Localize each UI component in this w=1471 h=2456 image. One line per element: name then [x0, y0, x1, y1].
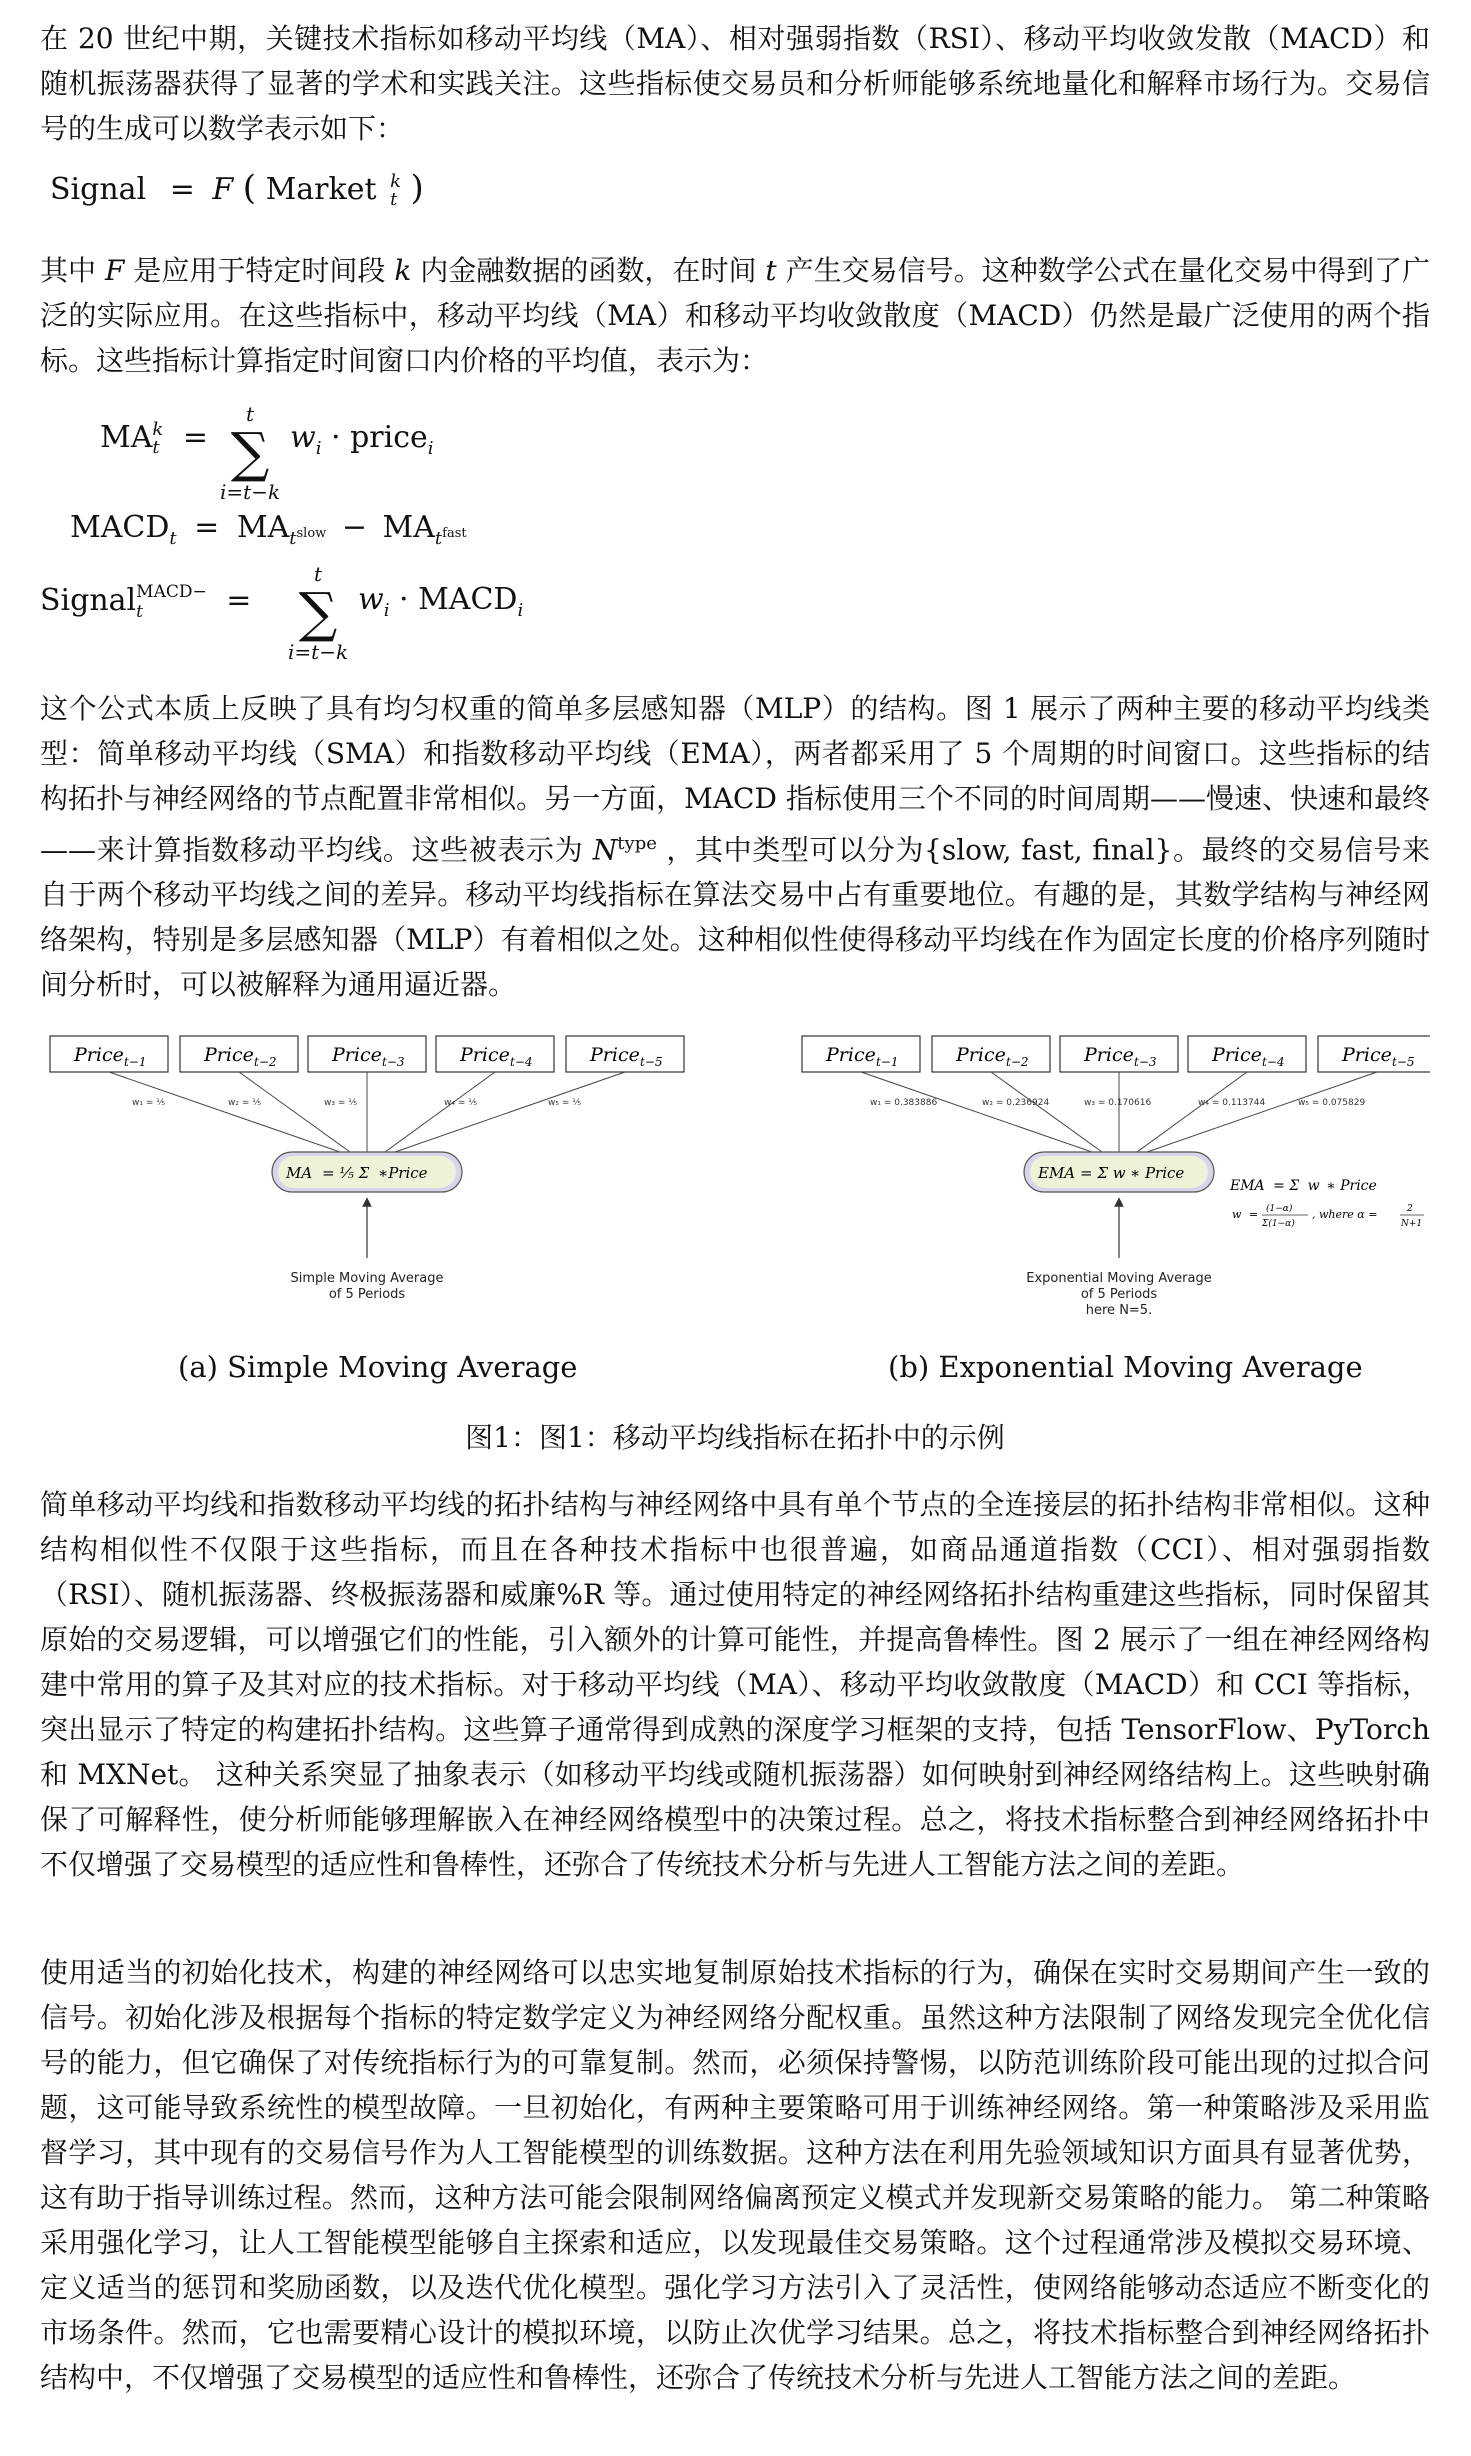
ema-input-2 — [932, 1036, 1050, 1072]
ema-input-5 — [1318, 1036, 1430, 1072]
svg-text:t−4: t−4 — [1262, 1055, 1285, 1069]
figure-1 — [40, 1032, 1430, 1454]
ema-caption-line-3: here N=5. — [1085, 1303, 1153, 1318]
paragraph-mlp: 这个公式本质上反映了具有均匀权重的简单多层感知器（MLP）的结构。图 1 展示了两种主要的移动平均线类型：简单移动平均线（SMA）和指数移动平均线（EMA），两者都采用了 5 个周期的时间窗口。这些指标的结构拓扑与神经网络的节点配置非常相似。另一方面，MACD 指标使用三个不同的时间周期——慢速、快速和最终——来计算指数移动平均线。这些被表示为 $N^{type}$ ，其中类型可以分为{slow, fast, final}。最终的交易信号来自于两个移动平均线之间的差异。移动平均线指标在算法交易中占有重要地位。有趣的是，其数学结构与神经网络架构，特别是多层感知器（MLP）有着相似之处。这种相似性使得移动平均线在作为固定长度的价格序列随时间分析时，可以被解释为通用逼近器。 — [40, 692, 1431, 1002]
figure-caption: 图1：图1：移动平均线指标在拓扑中的示例 — [465, 1421, 1005, 1454]
svg-text:MA: MA — [286, 1164, 313, 1182]
svg-text:Price: Price — [1342, 1044, 1392, 1066]
sma-input-1 — [50, 1036, 168, 1072]
paragraph-initialization: 使用适当的初始化技术，构建的神经网络可以忠实地复制原始技术指标的行为，确保在实时交易期间产生一致的信号。初始化涉及根据每个指标的特定数学定义为神经网络分配权重。虽然这种方法限制了网络发现完全优化信号的能力，但它确保了对传统指标行为的可靠复制。然而，必须保持警惕，以防范训练阶段可能出现的过拟合问题，这可能导致系统性的模型故障。一旦初始化，有两种主要策略可用于训练神经网络。第一种策略涉及采用监督学习，其中现有的交易信号作为人工智能模型的训练数据。这种方法在利用先验领域知识方面具有显著优势，这有助于指导训练过程。然而，这种方法可能会限制网络偏离预定义模式并发现新交易策略的能力。 第二种策略采用强化学习，让人工智能模型能够自主探索和适应，以发现最佳交易策略。这个过程通常涉及模拟交易环境、定义适当的惩罚和奖励函数，以及迭代优化模型。强化学习方法引入了灵活性，使网络能够动态适应不断变化的市场条件。然而，它也需要精心设计的模拟环境，以防止次优学习结果。总之，将技术指标整合到神经网络拓扑结构中，不仅增强了交易模型的适应性和鲁棒性，还弥合了传统技术分析与先进人工智能方法之间的差距。 — [40, 1956, 1430, 2394]
ema-weight-1: w₁ = 0.383886 — [870, 1098, 938, 1108]
svg-text:N+1: N+1 — [1401, 1219, 1423, 1229]
svg-text:Price: Price — [590, 1044, 640, 1066]
svg-text:t−3: t−3 — [1134, 1055, 1157, 1069]
sma-caption-line-2: of 5 Periods — [328, 1287, 406, 1302]
sma-edges — [109, 1072, 625, 1152]
sma-weight-2: w₂ = ⅕ — [228, 1098, 261, 1108]
ema-caption-line-2: of 5 Periods — [1080, 1287, 1158, 1302]
svg-text:t−2: t−2 — [1006, 1055, 1029, 1069]
sma-input-boxes — [50, 1036, 684, 1072]
svg-text:Price: Price — [1084, 1044, 1134, 1066]
sma-weight-5: w₅ = ⅕ — [548, 1098, 581, 1108]
subcaption-a: (a) Simple Moving Average — [178, 1350, 578, 1384]
svg-text:= Σ w: = Σ w — [1080, 1164, 1126, 1182]
svg-text:Price: Price — [956, 1044, 1006, 1066]
svg-text:t−1: t−1 — [124, 1055, 147, 1069]
svg-text:t−5: t−5 — [1392, 1055, 1415, 1069]
svg-text:t−4: t−4 — [510, 1055, 533, 1069]
equation-ma: MA k t = — [100, 419, 208, 458]
sma-input-3 — [308, 1036, 426, 1072]
ema-node — [1024, 1152, 1214, 1192]
ema-weight-3: w₃ = 0.170616 — [1084, 1098, 1152, 1108]
sma-weight-1: w₁ = ⅕ — [132, 1098, 165, 1108]
ema-weight-5: w₅ = 0.075829 — [1298, 1098, 1366, 1108]
ema-input-1 — [802, 1036, 920, 1072]
sma-caption-line-1: Simple Moving Average — [290, 1271, 444, 1286]
paragraph-topology: 简单移动平均线和指数移动平均线的拓扑结构与神经网络中具有单个节点的全连接层的拓扑结构非常相似。这种结构相似性不仅限于这些指标，而且在各种技术指标中也很普遍，如商品通道指数（CCI）、相对强弱指数（RSI）、随机振荡器、终极振荡器和威廉%R 等。通过使用特定的神经网络拓扑结构重建这些指标，同时保留其原始的交易逻辑，可以增强它们的性能，引入额外的计算可能性，并提高鲁棒性。图 2 展示了一组在神经网络构建中常用的算子及其对应的技术指标。对于移动平均线（MA）、移动平均收敛散度（MACD）和 CCI 等指标，突出显示了特定的构建拓扑结构。这些算子通常得到成熟的深度学习框架的支持，包括 TensorFlow、PyTorch 和 MXNet。 这种关系突显了抽象表示（如移动平均线或随机振荡器）如何映射到神经网络结构上。这些映射确保了可解释性，使分析师能够理解嵌入在神经网络模型中的决策过程。总之，将技术指标整合到神经网络拓扑中不仅增强了交易模型的适应性和鲁棒性，还弥合了传统技术分析与先进人工智能方法之间的差距。 — [40, 1488, 1430, 1881]
svg-text:Price: Price — [826, 1044, 876, 1066]
ema-definition — [1229, 1178, 1424, 1229]
sum-signal: t ∑ i=t−k — [288, 562, 349, 664]
svg-text:, where α =: , where α = — [1312, 1208, 1378, 1221]
ema-weight-2: w₂ = 0.236924 — [982, 1098, 1050, 1108]
svg-text:w =: w = — [1232, 1208, 1259, 1221]
sma-node — [272, 1152, 462, 1192]
svg-text:t−5: t−5 — [640, 1055, 663, 1069]
svg-text:t−2: t−2 — [254, 1055, 277, 1069]
svg-text:= ⅕ Σ: = ⅕ Σ — [322, 1164, 370, 1182]
ema-edges — [861, 1072, 1377, 1152]
paragraph-intro: 在 20 世纪中期，关键技术指标如移动平均线（MA）、相对强弱指数（RSI）、移动平均收敛发散（MACD）和随机振荡器获得了显著的学术和实践关注。这些指标使交易员和分析师能够系统地量化和解释市场行为。交易信号的生成可以数学表示如下： — [40, 22, 1430, 145]
svg-text:∗Price: ∗Price — [378, 1164, 428, 1182]
sma-weight-4: w₄ = ⅕ — [444, 1098, 477, 1108]
equation-signal: Signal = F ( Market k t ) — [50, 168, 424, 210]
sma-input-4 — [436, 1036, 554, 1072]
svg-text:t−1: t−1 — [876, 1055, 899, 1069]
ema-caption-line-1: Exponential Moving Average — [1026, 1271, 1212, 1286]
ema-input-3 — [1060, 1036, 1178, 1072]
sma-input-2 — [180, 1036, 298, 1072]
svg-text:(1−α): (1−α) — [1266, 1204, 1293, 1214]
figure-diagram — [40, 1032, 1430, 1332]
svg-text:Price: Price — [1212, 1044, 1262, 1066]
svg-text:Price: Price — [460, 1044, 510, 1066]
svg-text:t−3: t−3 — [382, 1055, 405, 1069]
svg-text:Price: Price — [204, 1044, 254, 1066]
svg-text:Σ(1−α): Σ(1−α) — [1262, 1219, 1295, 1229]
svg-text:Price: Price — [74, 1044, 124, 1066]
paragraph-definition: 其中 F 是应用于特定时间段 k 内金融数据的函数，在时间 t 产生交易信号。这种数学公式在量化交易中得到了广泛的实际应用。在这些指标中，移动平均线（MA）和移动平均收敛散度（MACD）仍然是最广泛使用的两个指标。这些指标计算指定时间窗口内价格的平均值，表示为： — [40, 254, 1430, 377]
subcaption-b: (b) Exponential Moving Average — [888, 1350, 1363, 1384]
svg-text:2: 2 — [1407, 1204, 1413, 1214]
ema-weight-4: w₄ = 0.113744 — [1198, 1098, 1266, 1108]
svg-text:∗ Price: ∗ Price — [1130, 1164, 1185, 1182]
svg-text:EMA = Σ w: EMA = Σ w ∗ Price — [1230, 1178, 1377, 1194]
sum-ma: t ∑ i=t−k — [220, 402, 281, 504]
equation-macd: $MACD_t = MA_{t^{slow}} - MA_{t^{fast}}$ — [70, 510, 467, 549]
svg-text:Price: Price — [332, 1044, 382, 1066]
sma-input-5 — [566, 1036, 684, 1072]
ema-input-boxes — [802, 1036, 1430, 1072]
svg-text:EMA: EMA — [1038, 1164, 1076, 1182]
sma-weight-3: w₃ = ⅕ — [324, 1098, 357, 1108]
ema-input-4 — [1188, 1036, 1306, 1072]
equation-signal-macd: Signal MACD− t = — [40, 582, 252, 622]
